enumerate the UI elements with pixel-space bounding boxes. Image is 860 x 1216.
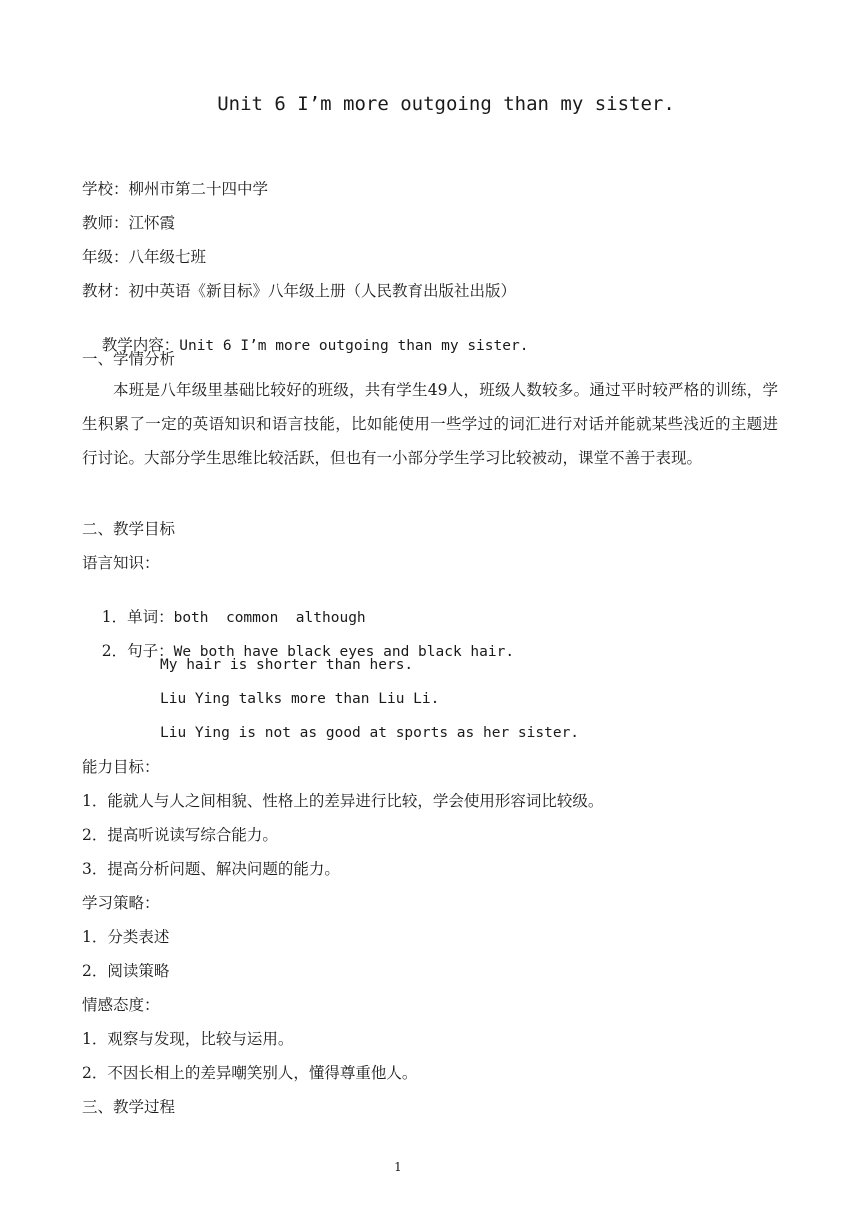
- section-heading-process: 三、教学过程: [82, 1098, 176, 1116]
- teacher-line: 教师：江怀霞: [82, 214, 176, 232]
- strategy-label: 学习策略：: [82, 894, 160, 912]
- document-title: Unit 6 I’m more outgoing than my sister.: [217, 93, 675, 115]
- ability-item-3: 3．提高分析问题、解决问题的能力。: [82, 860, 340, 878]
- words-prefix: 1．单词：: [101, 608, 174, 626]
- sentence-4: Liu Ying is not as good at sports as her sister.: [160, 725, 580, 741]
- ability-item-1: 1．能就人与人之间相貌、性格上的差异进行比较，学会使用形容词比较级。: [82, 792, 604, 810]
- sentences-prefix: 2．句子：: [101, 642, 174, 660]
- content-label: 教学内容：: [101, 336, 180, 354]
- strategy-item-2: 2．阅读策略: [82, 962, 170, 980]
- content-value: Unit 6 I’m more outgoing than my sister.: [179, 338, 529, 354]
- textbook-line: 教材：初中英语《新目标》八年级上册（人民教育出版社出版）: [82, 282, 517, 300]
- ability-item-2: 2．提高听说读写综合能力。: [82, 826, 278, 844]
- attitude-label: 情感态度：: [82, 996, 160, 1014]
- sentence-1: We both have black eyes and black hair.: [173, 644, 515, 660]
- strategy-item-1: 1．分类表述: [82, 928, 170, 946]
- page-number: 1: [394, 1160, 402, 1174]
- sentence-3: Liu Ying talks more than Liu Li.: [160, 691, 440, 707]
- school-line: 学校：柳州市第二十四中学: [82, 180, 269, 198]
- section-heading-objectives: 二、教学目标: [82, 520, 176, 538]
- analysis-paragraph: 本班是八年级里基础比较好的班级，共有学生49人，班级人数较多。通过平时较严格的训练，学生积累了一定的英语知识和语言技能，比如能使用一些学过的词汇进行对话并能就某些浅近的主题进行讨论。大部分学生思维比较活跃，但也有一小部分学生学习比较被动，课堂不善于表现。: [82, 381, 778, 467]
- words-list: both common although: [173, 610, 366, 626]
- section-heading-analysis: 一、学情分析: [82, 350, 176, 368]
- sentence-2: My hair is shorter than hers.: [160, 657, 414, 673]
- attitude-item-1: 1．观察与发现，比较与运用。: [82, 1030, 294, 1048]
- grade-line: 年级：八年级七班: [82, 248, 207, 266]
- ability-label: 能力目标：: [82, 758, 160, 776]
- language-knowledge-label: 语言知识：: [82, 554, 160, 572]
- attitude-item-2: 2．不因长相上的差异嘲笑别人，懂得尊重他人。: [82, 1064, 418, 1082]
